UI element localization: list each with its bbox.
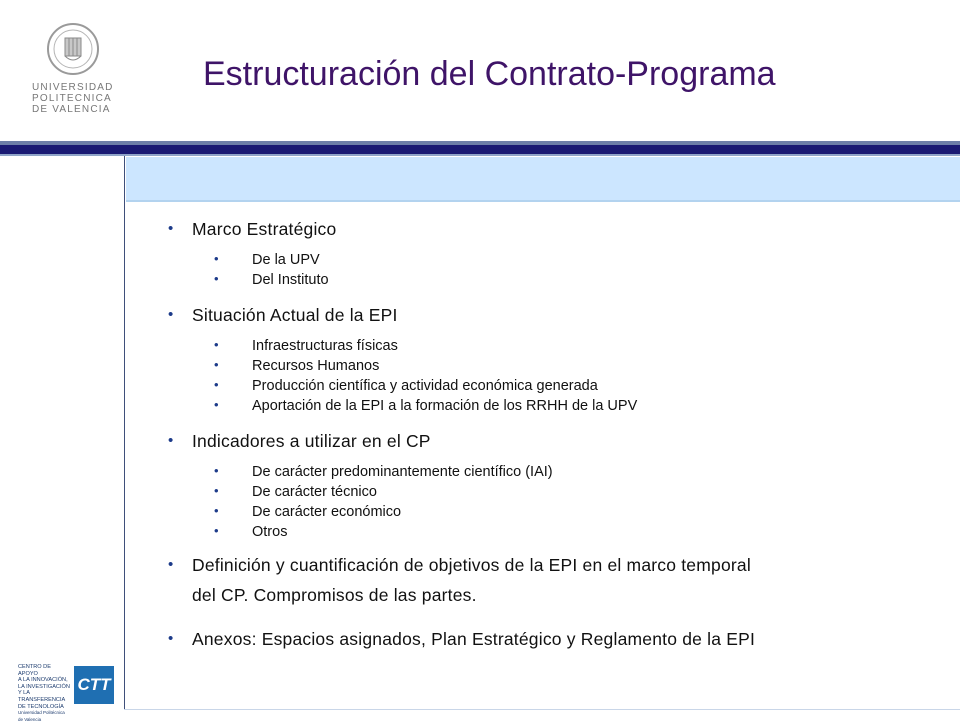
ctt-caption-line: CENTRO DE APOYO	[18, 664, 51, 677]
header-band	[126, 157, 960, 202]
bullet-icon: •	[168, 556, 174, 573]
header-rule-underline	[0, 154, 960, 156]
bullet-icon: •	[214, 483, 219, 498]
ctt-logo-block	[12, 660, 114, 722]
ctt-caption-line: LA INVESTIGACIÓN	[18, 683, 70, 690]
section-label: Definición y cuantificación de objetivos de la EPI en el marco temporal	[192, 555, 751, 575]
ctt-caption	[18, 664, 70, 723]
sub-item	[168, 396, 928, 416]
sub-item	[168, 522, 928, 542]
university-name-line-3: DE VALENCIA	[32, 104, 111, 115]
section-label: Marco Estratégico	[192, 219, 337, 239]
sub-item-label: De la UPV	[252, 252, 320, 268]
bottom-divider	[124, 709, 960, 710]
bullet-icon: •	[214, 271, 219, 286]
sub-item-label: De carácter económico	[252, 504, 402, 520]
sub-item-label: De carácter predominantemente científico (IAI)	[252, 464, 553, 480]
bullet-icon: •	[214, 251, 219, 266]
slide-content	[168, 214, 928, 654]
sub-item-label: Recursos Humanos	[252, 358, 380, 374]
sub-item	[168, 356, 928, 376]
sub-item	[168, 250, 928, 270]
section-label: Situación Actual de la EPI	[192, 305, 398, 325]
bullet-icon: •	[168, 306, 174, 323]
sub-item-label: Del Instituto	[252, 272, 329, 288]
sub-item-label: Aportación de la EPI a la formación de los RRHH de la UPV	[252, 398, 638, 414]
header-rule	[0, 145, 960, 154]
bullet-icon: •	[214, 357, 219, 372]
sub-item-label: Otros	[252, 524, 288, 540]
bullet-icon: •	[168, 432, 174, 449]
ctt-caption-line: A LA INNOVACIÓN,	[18, 677, 68, 684]
section-item	[168, 550, 928, 610]
upv-logo	[28, 22, 118, 115]
upv-seal-icon	[46, 22, 100, 76]
sub-item	[168, 502, 928, 522]
ctt-logo-icon: CTT	[74, 666, 114, 704]
section-item	[168, 426, 928, 456]
bullet-icon: •	[168, 630, 174, 647]
bullet-icon: •	[214, 503, 219, 518]
university-name-line-1: UNIVERSIDAD	[32, 82, 114, 93]
sub-item	[168, 336, 928, 356]
ctt-caption-line: DE TECNOLOGÍA	[18, 703, 64, 710]
ctt-caption-line: Universidad Politécnica de Valencia	[18, 710, 65, 722]
bullet-icon: •	[214, 397, 219, 412]
sub-item	[168, 482, 928, 502]
bullet-icon: •	[214, 463, 219, 478]
bullet-icon: •	[214, 337, 219, 352]
sub-item-label: Infraestructuras físicas	[252, 338, 398, 354]
section-item	[168, 624, 928, 654]
sub-item	[168, 462, 928, 482]
left-divider	[124, 156, 125, 710]
ctt-caption-line: Y LA TRANSFERENCIA	[18, 690, 66, 703]
section-item	[168, 300, 928, 330]
section-item	[168, 214, 928, 244]
section-label-continued: del CP. Compromisos de las partes.	[192, 585, 477, 605]
slide-title: Estructuración del Contrato-Programa	[203, 55, 776, 93]
sub-item	[168, 270, 928, 290]
section-label: Anexos: Espacios asignados, Plan Estratégico y Reglamento de la EPI	[192, 629, 756, 649]
bullet-icon: •	[214, 377, 219, 392]
bullet-icon: •	[214, 523, 219, 538]
bullet-icon: •	[168, 220, 174, 237]
sub-item	[168, 376, 928, 396]
sub-item-label: Producción científica y actividad económica generada	[252, 378, 598, 394]
university-name-line-2: POLITECNICA	[32, 93, 112, 104]
section-label: Indicadores a utilizar en el CP	[192, 431, 431, 451]
sub-item-label: De carácter técnico	[252, 484, 377, 500]
